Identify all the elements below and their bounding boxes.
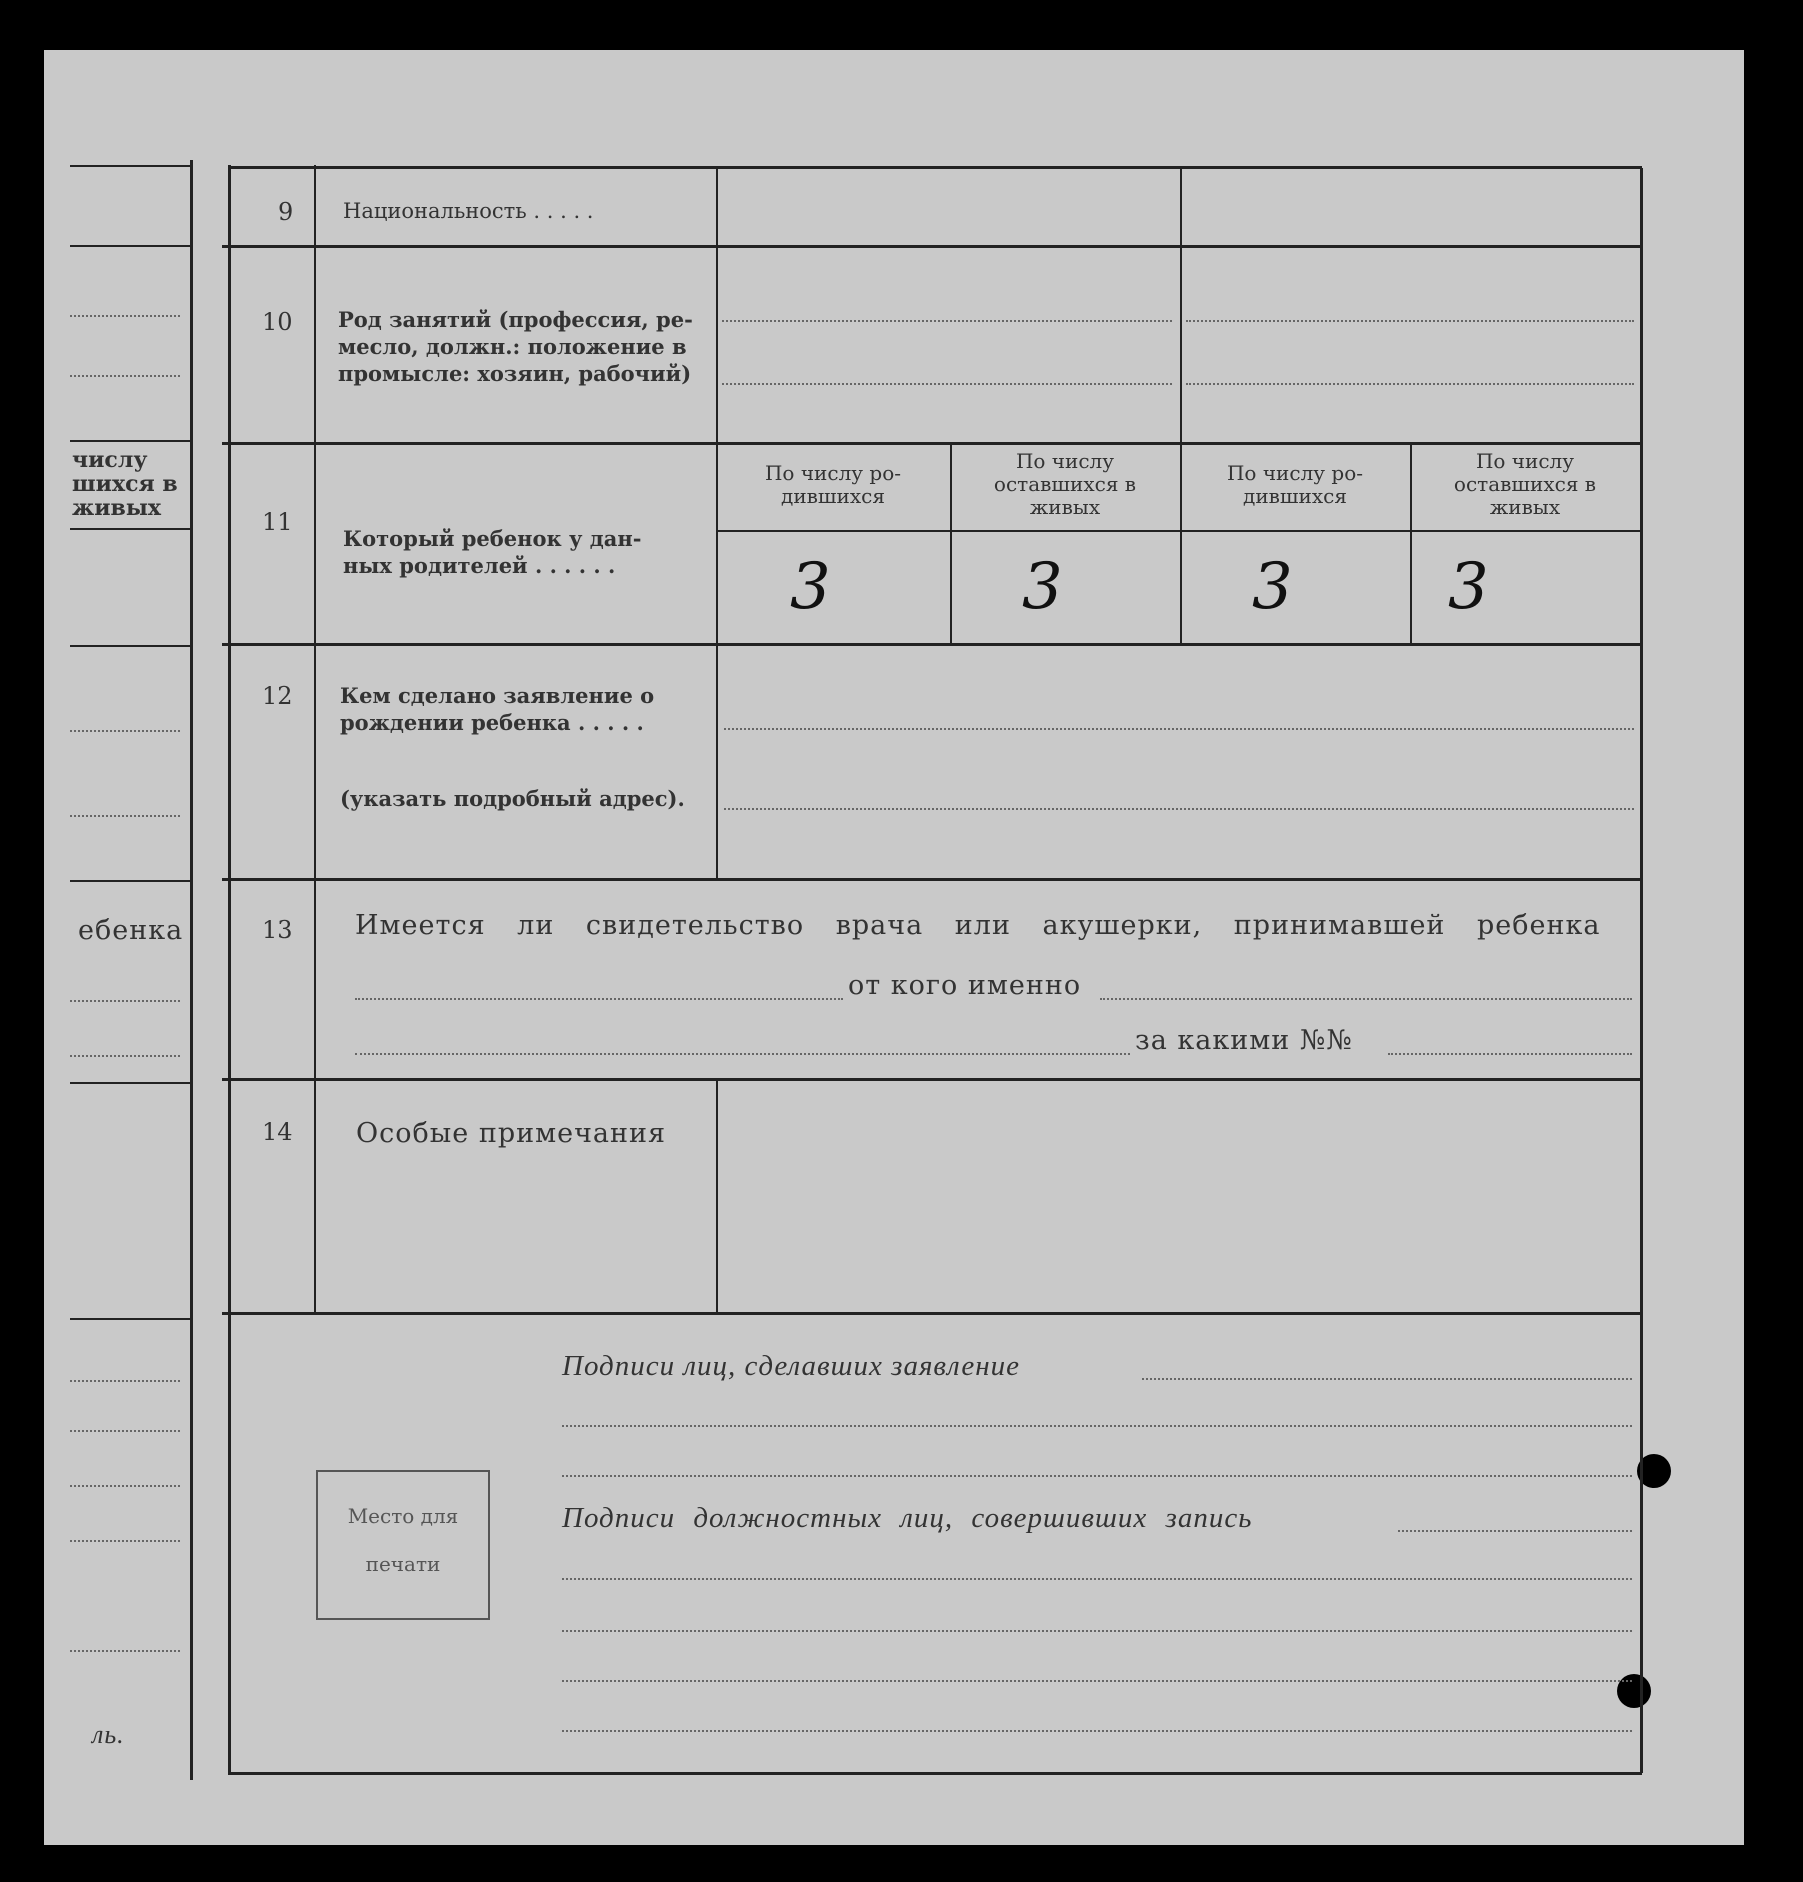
row-11-subheader-3: По числу ро- дившихся xyxy=(1226,461,1364,508)
table-left-border xyxy=(228,165,231,1775)
left-margin-dotted-rule xyxy=(70,1000,180,1002)
row-11-label: Который ребенок у дан- ных родителей . . . . . . xyxy=(343,526,642,578)
left-margin-col11-text: числу шихся в живых xyxy=(72,447,178,521)
signature-line xyxy=(562,1578,1632,1580)
row-14-label: Особые примечания xyxy=(356,1118,667,1149)
row-10-dotted-line xyxy=(722,383,1172,385)
row-11-subheader-1: По числу ро- дившихся xyxy=(764,461,902,508)
row-12-label: Кем сделано заявление о рождении ребенка . . . . . xyxy=(340,683,655,735)
left-margin-dotted-rule xyxy=(70,375,180,377)
row-12-number: 12 xyxy=(262,682,293,710)
row-12-dotted-line xyxy=(724,808,1634,810)
column-divider xyxy=(1180,168,1182,643)
left-margin-rule xyxy=(70,1318,190,1320)
row-13-line3: за какими №№ xyxy=(1135,1025,1353,1056)
signature-line xyxy=(562,1475,1632,1477)
table-bottom-border xyxy=(228,1772,1642,1775)
row-10-label: Род занятий (профессия, ре- месло, должн.: положение в промысле: хозяин, рабочий) xyxy=(338,307,693,386)
left-margin-border xyxy=(190,160,193,1780)
left-margin-rule xyxy=(70,645,190,647)
row-13-number: 13 xyxy=(262,916,293,944)
row-divider xyxy=(222,643,1642,646)
left-margin-dotted-rule xyxy=(70,815,180,817)
left-margin-dotted-rule xyxy=(70,1055,180,1057)
row-divider xyxy=(222,1312,1642,1315)
left-margin-rule xyxy=(70,1082,190,1084)
signature-line xyxy=(562,1630,1632,1632)
left-margin-dotted-rule xyxy=(70,1650,180,1652)
row-divider xyxy=(222,442,1642,445)
signature-line xyxy=(562,1730,1632,1732)
row-13-dotted-line xyxy=(355,1053,1130,1055)
row-9-number: 9 xyxy=(278,198,294,226)
left-margin-rule xyxy=(70,440,190,442)
signature-line xyxy=(1398,1530,1632,1532)
row-9-label: Национальность . . . . . xyxy=(343,199,594,223)
applicants-signature-label: Подписи лиц, сделавших заявление xyxy=(562,1350,1021,1382)
left-margin-dotted-rule xyxy=(70,1380,180,1382)
row-divider xyxy=(222,245,1642,248)
left-margin-rule xyxy=(70,245,190,247)
row-13-line1: Имеется ли свидетельство врача или акушерки, принимавшей ребенка xyxy=(355,910,1601,941)
left-margin-dotted-rule xyxy=(70,1540,180,1542)
row-10-dotted-line xyxy=(1186,383,1634,385)
subheader-divider xyxy=(716,530,1640,532)
officials-signature-label: Подписи должностных лиц, совершивших запись xyxy=(562,1502,1253,1534)
signature-line xyxy=(1142,1378,1632,1380)
row-11-subheader-2: По числу оставшихся в живых xyxy=(993,449,1137,519)
left-margin-rule xyxy=(70,528,190,530)
row-10-dotted-line xyxy=(722,320,1172,322)
row-13-line2: от кого именно xyxy=(848,970,1082,1001)
row-11-subheader-4: По числу оставшихся в живых xyxy=(1453,449,1597,519)
number-column-border xyxy=(314,165,316,1313)
left-margin-dotted-rule xyxy=(70,1430,180,1432)
row-11-number: 11 xyxy=(262,508,293,536)
row-divider xyxy=(222,878,1642,881)
row-11-value-3: 3 xyxy=(1252,550,1293,624)
signature-line xyxy=(562,1680,1632,1682)
stamp-placeholder-text: Место для печати xyxy=(347,1504,459,1576)
row-11-value-4: 3 xyxy=(1448,550,1489,624)
table-top-border xyxy=(228,166,1642,169)
left-margin-col13-text: ебенка xyxy=(78,915,184,946)
row-10-number: 10 xyxy=(262,308,293,336)
column-divider xyxy=(716,168,718,643)
table-right-border xyxy=(1640,168,1643,1773)
row-13-dotted-line xyxy=(355,998,843,1000)
column-divider xyxy=(716,643,718,878)
signature-line xyxy=(562,1425,1632,1427)
row-14-number: 14 xyxy=(262,1118,293,1146)
row-11-value-1: 3 xyxy=(790,550,831,624)
left-margin-bottom-text: ль. xyxy=(92,1720,125,1749)
row-divider xyxy=(222,1078,1642,1081)
left-margin-dotted-rule xyxy=(70,315,180,317)
left-margin-dotted-rule xyxy=(70,1485,180,1487)
row-11-value-2: 3 xyxy=(1022,550,1063,624)
column-divider xyxy=(716,1078,718,1312)
row-12-note: (указать подробный адрес). xyxy=(340,786,685,811)
row-10-dotted-line xyxy=(1186,320,1634,322)
left-margin-rule xyxy=(70,165,190,167)
left-margin-rule xyxy=(70,880,190,882)
row-13-dotted-line xyxy=(1100,998,1632,1000)
left-margin-dotted-rule xyxy=(70,730,180,732)
row-12-dotted-line xyxy=(724,728,1634,730)
row-13-dotted-line xyxy=(1388,1053,1632,1055)
